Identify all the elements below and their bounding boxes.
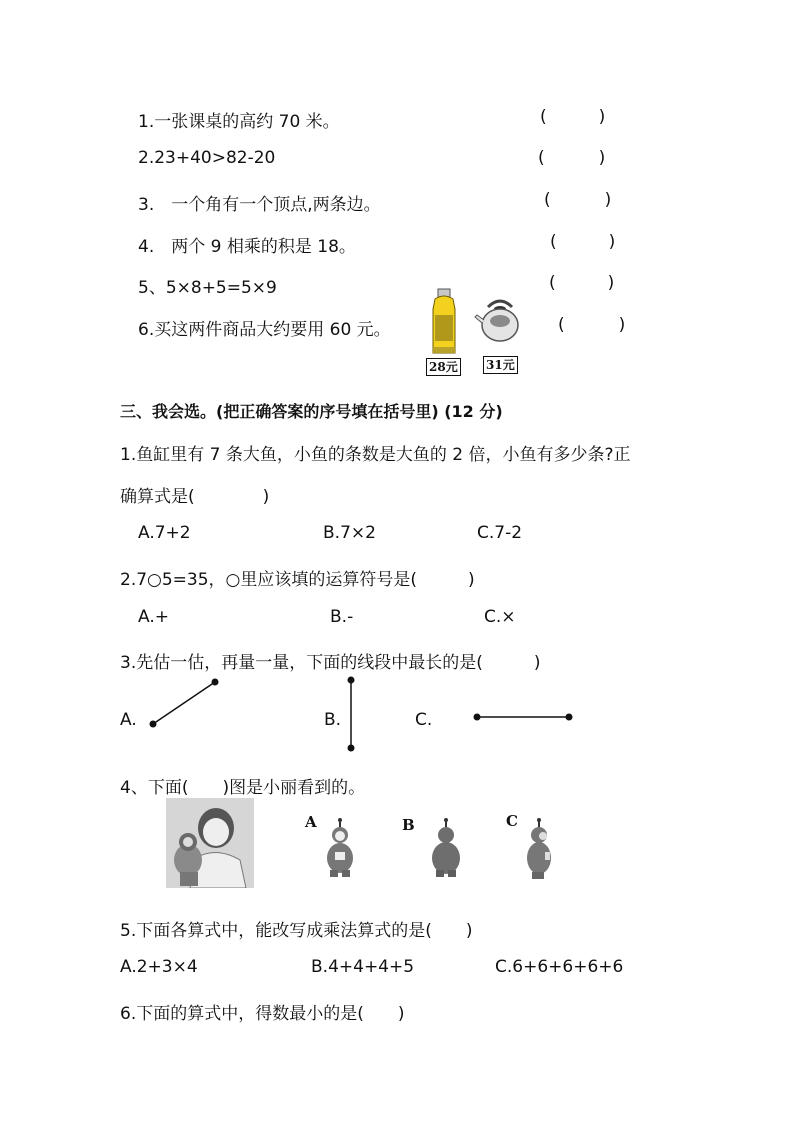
- price-tag-kettle: 31元: [483, 356, 518, 374]
- q1-option-a[interactable]: A.7+2: [138, 523, 191, 543]
- line-segments-figure: [140, 672, 590, 758]
- answer-blank-3[interactable]: [544, 190, 614, 210]
- segment-b: [348, 677, 355, 752]
- girl-with-doll-photo: [166, 798, 254, 888]
- section-3-title: 三、我会选。(把正确答案的序号填在括号里) (12 分): [120, 402, 503, 421]
- answer-blank-1[interactable]: [540, 107, 610, 127]
- answer-blank-2[interactable]: [538, 148, 608, 168]
- teletubby-back-icon[interactable]: [427, 818, 465, 878]
- paren-left: (: [549, 273, 556, 293]
- drink-bottle-icon: [426, 287, 462, 357]
- q4-text: 4、下面( )图是小丽看到的。: [120, 778, 366, 798]
- q3-label-c[interactable]: C.: [415, 710, 433, 730]
- q6-text: 6.下面的算式中，得数最小的是( ): [120, 1004, 405, 1024]
- teletubby-front-icon[interactable]: [322, 818, 358, 878]
- tf-item-4: 4. 两个 9 相乘的积是 18。: [138, 237, 356, 257]
- paren-right: ): [607, 273, 615, 293]
- q4-label-a[interactable]: A: [305, 813, 317, 831]
- paren-right: ): [618, 315, 626, 335]
- paren-left: (: [540, 107, 547, 127]
- tf-item-2: 2.23+40>82-20: [138, 148, 276, 168]
- q2-option-c[interactable]: C.×: [484, 607, 516, 627]
- q1-text-line1: 1.鱼缸里有 7 条大鱼，小鱼的条数是大鱼的 2 倍，小鱼有多少条?正: [120, 445, 631, 465]
- teletubby-side-icon[interactable]: [523, 818, 557, 880]
- segment-a: [150, 679, 219, 728]
- q5-option-c[interactable]: C.6+6+6+6+6: [495, 957, 624, 977]
- answer-blank-5[interactable]: [549, 273, 619, 293]
- answer-blank-6[interactable]: [558, 315, 630, 335]
- q5-option-a[interactable]: A.2+3×4: [120, 957, 198, 977]
- tf-item-1: 1.一张课桌的高约 70 米。: [138, 112, 340, 132]
- q1-option-b[interactable]: B.7×2: [323, 523, 376, 543]
- tf-item-6: 6.买这两件商品大约要用 60 元。: [138, 320, 391, 340]
- tf-item-3: 3. 一个角有一个顶点,两条边。: [138, 195, 381, 215]
- tf-item-5: 5、5×8+5=5×9: [138, 278, 277, 298]
- paren-left: (: [538, 148, 545, 168]
- paren-right: ): [604, 190, 612, 210]
- q5-option-b[interactable]: B.4+4+4+5: [311, 957, 415, 977]
- q2-text: 2.7○5=35，○里应该填的运算符号是( ): [120, 570, 475, 590]
- q2-option-b[interactable]: B.-: [330, 607, 354, 627]
- paren-right: ): [598, 148, 606, 168]
- answer-blank-4[interactable]: [550, 232, 620, 252]
- kettle-icon: [474, 293, 526, 345]
- q2-option-a[interactable]: A.+: [138, 607, 169, 627]
- paren-right: ): [598, 107, 606, 127]
- q4-label-c[interactable]: C: [506, 812, 518, 830]
- q3-label-b[interactable]: B.: [324, 710, 342, 730]
- q1-text-line2: 确算式是( ): [120, 487, 270, 507]
- paren-left: (: [544, 190, 551, 210]
- q3-label-a[interactable]: A.: [120, 710, 137, 730]
- q5-text: 5.下面各算式中，能改写成乘法算式的是( ): [120, 921, 473, 941]
- q3-text: 3.先估一估，再量一量，下面的线段中最长的是( ): [120, 653, 541, 673]
- paren-right: ): [608, 232, 616, 252]
- q4-label-b[interactable]: B: [402, 816, 415, 834]
- q1-option-c[interactable]: C.7-2: [477, 523, 523, 543]
- paren-left: (: [550, 232, 557, 252]
- paren-left: (: [558, 315, 565, 335]
- segment-c: [474, 714, 573, 721]
- price-tag-bottle: 28元: [426, 358, 461, 376]
